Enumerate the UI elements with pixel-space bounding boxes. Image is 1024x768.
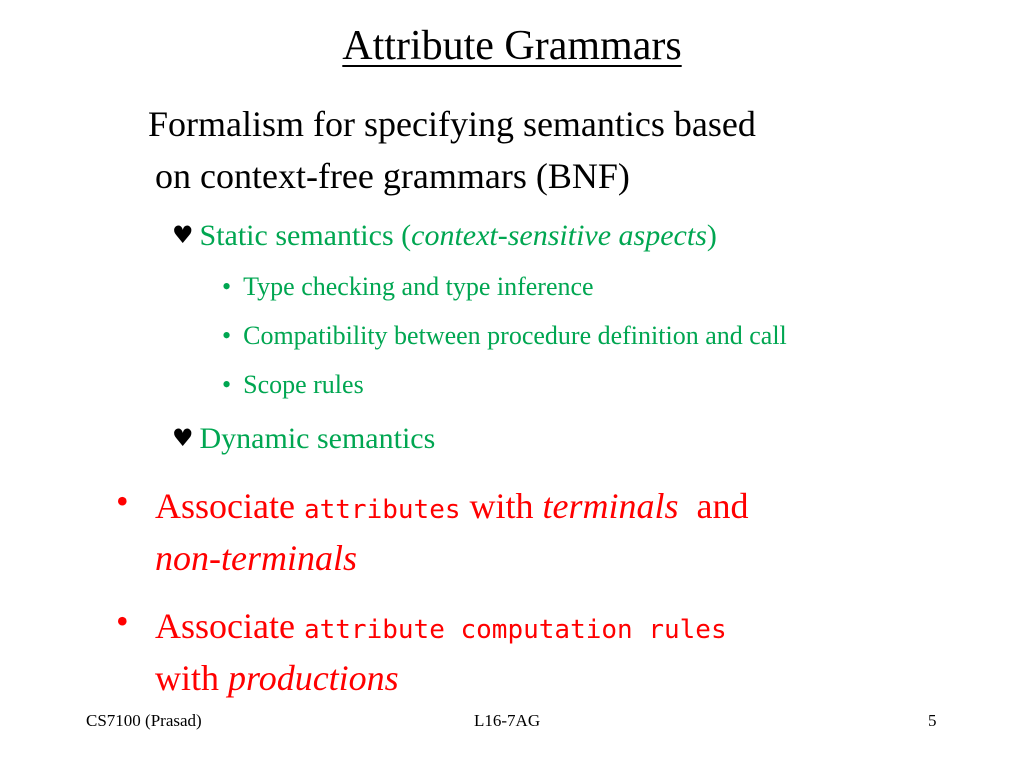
- with-word: with: [155, 658, 220, 698]
- sub-bullet-type-checking: [222, 272, 594, 302]
- with-word: with: [469, 486, 534, 526]
- code-attributes: attributes: [303, 495, 461, 525]
- main-bullet-1-line-2: [155, 532, 357, 584]
- sub-bullet-compatibility: [222, 321, 787, 351]
- footer-left: CS7100 (Prasad): [86, 711, 202, 730]
- page-number: 5: [928, 711, 937, 730]
- main-bullet-1-line-1: [155, 480, 749, 536]
- static-semantics-close: ): [706, 219, 717, 252]
- dynamic-semantics-text: Dynamic semantics: [199, 422, 436, 455]
- sub-bullet-text: Scope rules: [243, 370, 364, 399]
- static-semantics-text: Static semantics (: [199, 219, 412, 252]
- context-sensitive-text: context-sensitive aspects: [411, 219, 707, 252]
- main-bullet-2-line-2: [155, 652, 399, 704]
- and-word: and: [696, 486, 749, 526]
- heart-bullet-icon: ♥: [172, 424, 194, 452]
- bullet-static-semantics: [172, 219, 717, 253]
- sub-bullet-text: Type checking and type inference: [243, 272, 594, 301]
- heart-bullet-icon: ♥: [172, 221, 194, 249]
- slide-title: Attribute Grammars: [342, 23, 682, 69]
- associate-word: Associate: [155, 486, 295, 526]
- sub-bullet-text: Compatibility between procedure definition and call: [243, 321, 787, 350]
- bullet-dynamic-semantics: [172, 422, 435, 456]
- non-terminals-word: non-terminals: [155, 538, 357, 578]
- intro-line-2: on context-free grammars (BNF): [155, 156, 630, 196]
- main-bullet-2-line-1: [155, 600, 727, 656]
- productions-word: productions: [228, 658, 399, 698]
- footer-center: L16-7AG: [474, 711, 541, 730]
- dot-bullet-icon: •: [222, 370, 232, 399]
- associate-word: Associate: [155, 606, 295, 646]
- main-bullet-dot-2: •: [116, 601, 129, 641]
- intro-line-1: Formalism for specifying semantics based: [148, 104, 756, 144]
- dot-bullet-icon: •: [222, 272, 232, 301]
- dot-bullet-icon: •: [222, 321, 232, 350]
- terminals-word: terminals: [542, 486, 679, 526]
- code-attribute-computation-rules: attribute computation rules: [303, 615, 727, 645]
- sub-bullet-scope-rules: [222, 370, 364, 400]
- main-bullet-dot-1: •: [116, 481, 129, 521]
